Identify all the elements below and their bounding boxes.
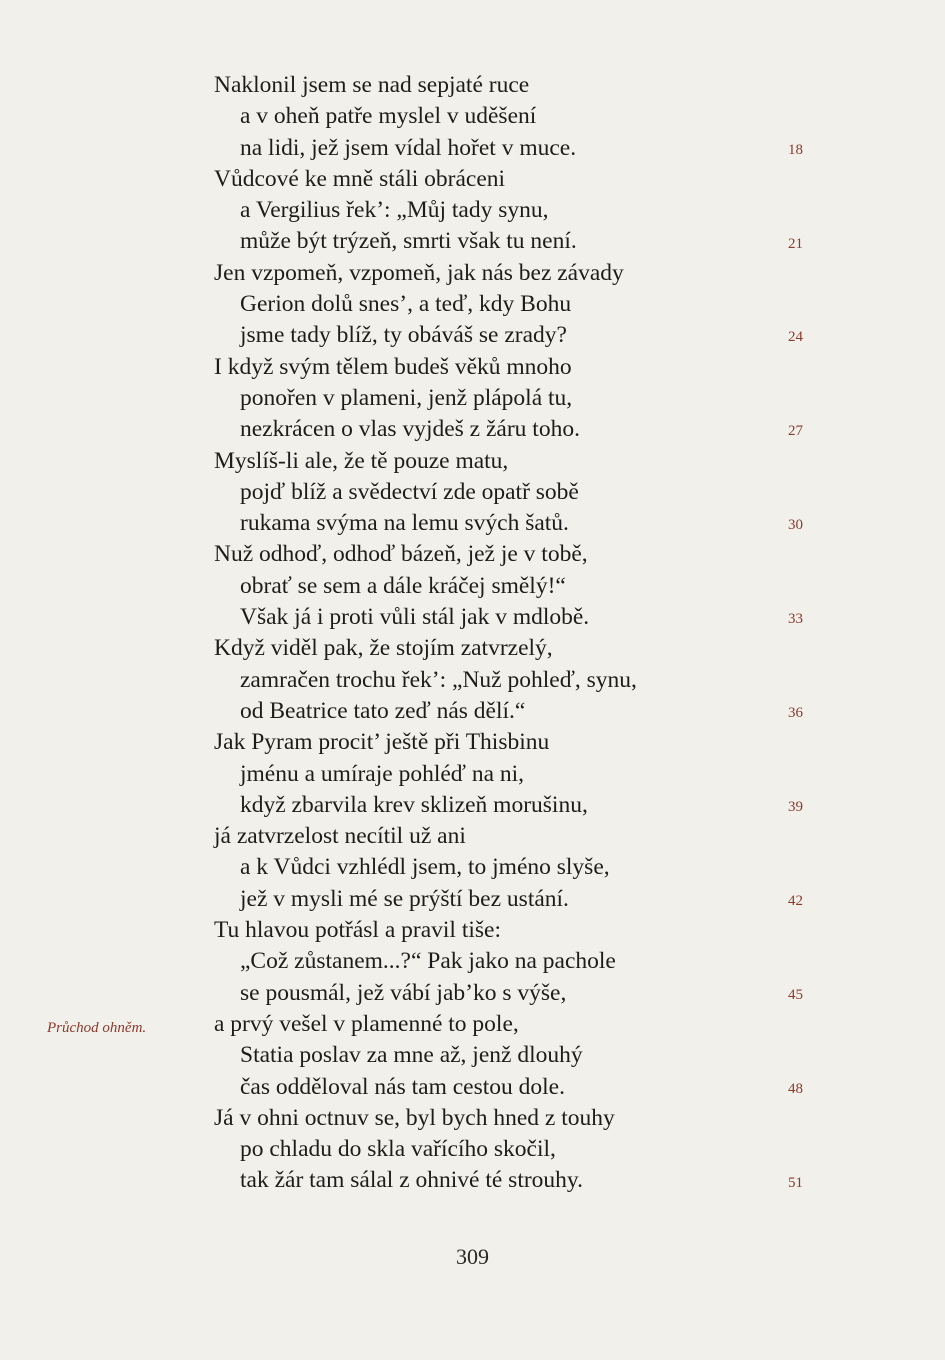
line-number: 33: [788, 611, 803, 628]
verse-line: já zatvrzelost necítil už ani: [214, 823, 466, 850]
verse-line: Naklonil jsem se nad sepjaté ruce: [214, 72, 530, 98]
verse-line: jež v mysli mé se prýští bez ustání.: [240, 885, 569, 912]
verse-block: [214, 70, 774, 1197]
verse-line: Když viděl pak, že stojím zatvrzelý,: [214, 635, 553, 662]
verse-line: Tu hlavou potřásl a pravil tiše:: [214, 917, 501, 944]
line-number: 51: [788, 1174, 803, 1191]
verse-line: Gerion dolů snes’, a teď, kdy Bohu: [240, 291, 572, 318]
line-number: 18: [788, 141, 803, 158]
verse-line: tak žár tam sálal z ohnivé té strouhy.: [240, 1167, 584, 1194]
verse-line: po chladu do skla vařícího skočil,: [240, 1136, 556, 1163]
line-number: 45: [788, 986, 803, 1003]
line-number: 24: [788, 329, 803, 346]
verse-line: nezkrácen o vlas vyjdeš z žáru toho.: [240, 416, 580, 443]
verse-line: Jak Pyram procit’ ještě při Thisbinu: [214, 729, 550, 756]
verse-line: když zbarvila krev sklizeň morušinu,: [240, 791, 588, 818]
margin-note: Průchod ohněm.: [47, 1020, 147, 1036]
verse-line: a v oheň patře myslel v uděšení: [240, 103, 537, 130]
line-number: 27: [788, 423, 803, 440]
verse-line: a prvý vešel v plamenné to pole,: [214, 1010, 519, 1037]
verse-line: zamračen trochu řek’: „Nuž pohleď, synu,: [240, 666, 637, 693]
verse-line: obrať se sem a dále kráčej smělý!“: [240, 572, 566, 599]
verse-line: Vůdcové ke mně stáli obráceni: [214, 165, 506, 192]
verse-line: od Beatrice tato zeď nás dělí.“: [240, 697, 526, 724]
verse-line: Nuž odhoď, odhoď bázeň, jež je v tobě,: [214, 541, 588, 568]
verse-line: I když svým tělem budeš věků mnoho: [214, 353, 572, 380]
verse-line: na lidi, jež jsem vídal hořet v muce.: [240, 134, 577, 161]
line-number: 30: [788, 517, 803, 534]
verse-line: jménu a umíraje pohléď na ni,: [240, 760, 525, 787]
verse-line: čas odděloval nás tam cestou dole.: [240, 1073, 565, 1100]
verse-line: Já v ohni octnuv se, byl bych hned z touhy: [214, 1104, 615, 1131]
line-number: 36: [788, 705, 803, 721]
page-number: 309: [456, 1244, 489, 1269]
verse-line: a Vergilius řek’: „Můj tady synu,: [240, 197, 549, 224]
verse-line: Myslíš-li ale, že tě pouze matu,: [214, 447, 509, 474]
verse-line: Však já i proti vůli stál jak v mdlobě.: [240, 604, 590, 631]
line-number: 42: [788, 892, 803, 909]
line-number: 48: [788, 1080, 803, 1097]
verse-line: „Což zůstanem...?“ Pak jako na pachole: [240, 948, 616, 975]
line-number: 21: [788, 235, 803, 252]
line-number: 39: [788, 798, 803, 815]
verse-line: může být trýzeň, smrti však tu není.: [240, 228, 577, 255]
verse-line: Statia poslav za mne až, jenž dlouhý: [240, 1042, 583, 1069]
verse-line: jsme tady blíž, ty obáváš se zrady?: [240, 322, 567, 349]
verse-line: se pousmál, jež vábí jab’ko s výše,: [240, 979, 567, 1006]
verse-line: Jen vzpomeň, vzpomeň, jak nás bez závady: [214, 259, 624, 286]
verse-line: pojď blíž a svědectví zde opatř sobě: [240, 478, 579, 505]
verse-line: rukama svýma na lemu svých šatů.: [240, 510, 569, 537]
verse-line: a k Vůdci vzhlédl jsem, to jméno slyše,: [240, 854, 610, 881]
verse-line: ponořen v plameni, jenž plápolá tu,: [240, 384, 573, 411]
